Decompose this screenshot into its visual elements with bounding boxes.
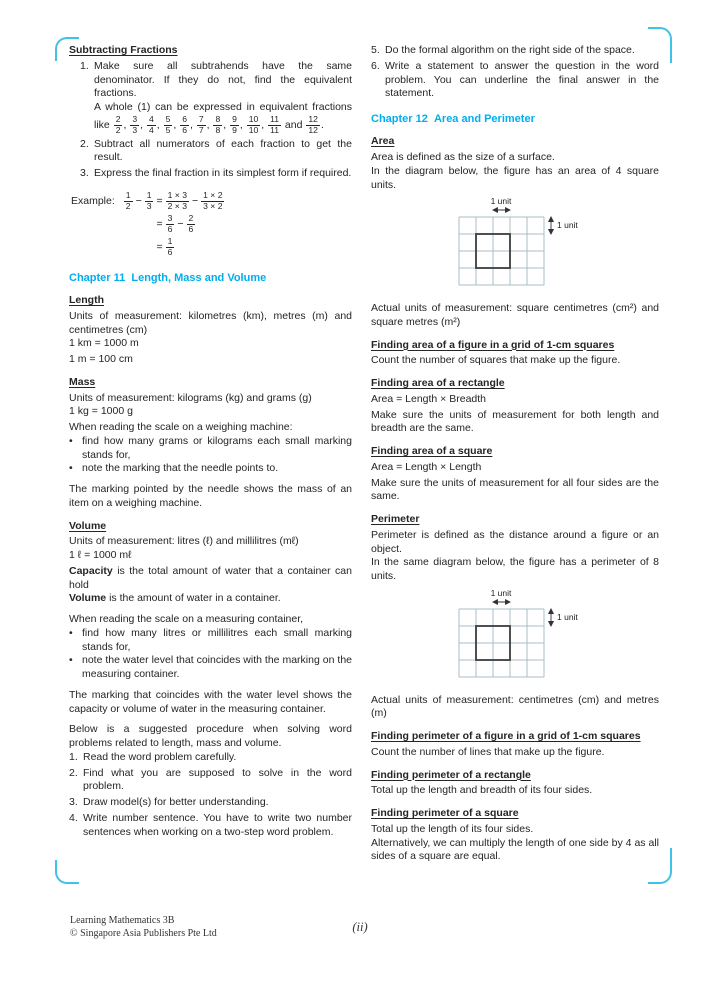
finding-perimeter-rectangle-body: Total up the length and breadth of its four sides. bbox=[371, 784, 593, 797]
list-item-1 bbox=[69, 60, 352, 136]
page-number: (ii) bbox=[352, 920, 368, 934]
heading-perimeter: Perimeter bbox=[371, 513, 420, 526]
heading-finding-area-rectangle: Finding area of a rectangle bbox=[371, 377, 505, 390]
fraction: $\frac{1}{2}$ bbox=[125, 190, 131, 212]
grid-figure bbox=[435, 195, 595, 291]
procedure-intro: Below is a suggested procedure when solving word problems related to length, mass and volume. bbox=[69, 723, 352, 750]
heading-finding-perimeter-square: Finding perimeter of a square bbox=[371, 807, 519, 820]
fraction: $\frac{1 \times 3}{2 \times 3}$ bbox=[167, 190, 187, 212]
corner-decoration-bottom-left bbox=[55, 860, 79, 884]
bullet-glyph: • bbox=[69, 626, 73, 639]
perimeter-grid-diagram bbox=[371, 587, 659, 688]
unit-label-right: 1 unit bbox=[557, 220, 578, 231]
fraction: $\frac{5}{5}$ bbox=[165, 113, 171, 135]
equals-sign: = bbox=[156, 194, 163, 207]
fraction: $\frac{1 \times 2}{3 \times 2}$ bbox=[203, 190, 223, 212]
volume-definition: Volume is the amount of water in a container. bbox=[69, 592, 281, 605]
example-line-3 bbox=[154, 237, 225, 259]
procedure-item-3: 3. Draw model(s) for better understanding. bbox=[69, 796, 269, 809]
list-item-text: Make sure all subtrahends have the same denominator. If they do not, find the equivalent fractions. bbox=[94, 59, 352, 100]
fraction: $\frac{2}{6}$ bbox=[188, 213, 194, 235]
minus-sign: − bbox=[191, 194, 199, 207]
perimeter-actual-units: Actual units of measurement: centimetres (cm) and metres (m) bbox=[371, 693, 659, 720]
equals-sign: = bbox=[156, 217, 163, 230]
fraction: $\frac{11}{11}$ bbox=[270, 113, 280, 135]
length-conversion-1: 1 km = 1000 m bbox=[69, 337, 139, 350]
finding-perimeter-square-body2: Alternatively, we can multiply the length of one side by 4 as all sides of a square are equal. bbox=[371, 836, 659, 863]
fraction: $\frac{4}{4}$ bbox=[148, 113, 154, 135]
bullet-item: • note the marking that the needle points to. bbox=[69, 462, 279, 475]
measuring-intro: When reading the scale on a measuring container, bbox=[69, 613, 304, 626]
perimeter-diagram-intro: In the same diagram below, the figure has a perimeter of 8 units. bbox=[371, 556, 659, 583]
area-definition: Area is defined as the size of a surface. bbox=[371, 151, 555, 164]
procedure-item-5: 5. Do the formal algorithm on the right side of the space. bbox=[371, 44, 635, 56]
volume-units: Units of measurement: litres (ℓ) and millilitres (mℓ) bbox=[69, 535, 299, 548]
fraction: $\frac{8}{8}$ bbox=[215, 113, 221, 135]
heading-finding-area-grid: Finding area of a figure in a grid of 1-cm squares bbox=[371, 338, 615, 351]
fraction: $\frac{10}{10}$ bbox=[248, 113, 259, 135]
heading-finding-area-square: Finding area of a square bbox=[371, 445, 493, 458]
bullet-glyph: • bbox=[69, 434, 73, 447]
bullet-item: • find how many litres or millilitres each small marking stands for, bbox=[69, 626, 352, 653]
bullet-glyph: • bbox=[69, 654, 73, 667]
area-diagram-intro: In the diagram below, the figure has an area of 4 square units. bbox=[371, 164, 659, 191]
unit-label-top: 1 unit bbox=[490, 196, 512, 207]
heading-mass: Mass bbox=[69, 375, 96, 388]
right-column bbox=[371, 44, 659, 864]
fraction: $\frac{7}{7}$ bbox=[198, 113, 204, 135]
heading-volume: Volume bbox=[69, 519, 107, 532]
grid-figure bbox=[435, 587, 595, 683]
example-line-1 bbox=[154, 191, 225, 213]
fraction: $\frac{3}{6}$ bbox=[167, 213, 173, 235]
list-number: 3. bbox=[80, 167, 89, 179]
area-square-formula: Area = Length × Length bbox=[371, 460, 482, 473]
list-item-text: Subtract all numerators of each fraction to get the result. bbox=[94, 137, 352, 164]
perimeter-definition: Perimeter is defined as the distance around a figure or an object. bbox=[371, 528, 659, 555]
procedure-item-1: 1. Read the word problem carefully. bbox=[69, 750, 237, 763]
bullet-item: • find how many grams or kilograms each small marking stands for, bbox=[69, 434, 352, 461]
capacity-definition: Capacity is the total amount of water that a container can hold bbox=[69, 564, 352, 591]
mass-conversion: 1 kg = 1000 g bbox=[69, 405, 133, 418]
heading-length: Length bbox=[69, 294, 104, 307]
finding-area-square-body: Make sure the units of measurement for all four sides are the same. bbox=[371, 476, 659, 503]
list-item-3 bbox=[69, 167, 352, 181]
length-conversion-2: 1 m = 100 cm bbox=[69, 353, 133, 366]
fraction: $\frac{1}{6}$ bbox=[167, 236, 173, 258]
volume-conversion: 1 ℓ = 1000 mℓ bbox=[69, 549, 132, 562]
fraction: $\frac{1}{3}$ bbox=[146, 190, 152, 212]
chapter-12-heading: Chapter 12 Area and Perimeter bbox=[371, 113, 535, 125]
unit-label-top: 1 unit bbox=[490, 587, 512, 598]
unit-label-right: 1 unit bbox=[557, 611, 578, 622]
weighing-outro: The marking pointed by the needle shows the mass of an item on a weighing machine. bbox=[69, 483, 352, 509]
list-number: 1. bbox=[80, 59, 89, 72]
list-item-text: Express the final fraction in its simplest form if required. bbox=[94, 167, 352, 179]
area-actual-units: Actual units of measurement: square centimetres (cm²) and square metres (m²) bbox=[371, 302, 659, 328]
footer-book-title: Learning Mathematics 3B bbox=[70, 915, 175, 926]
list-number: 2. bbox=[80, 137, 89, 150]
measuring-outro: The marking that coincides with the water level shows the capacity or volume of water in the measuring container. bbox=[69, 688, 352, 715]
example-line-2 bbox=[154, 214, 225, 236]
minus-sign: − bbox=[177, 217, 184, 230]
finding-area-grid-body: Count the number of squares that make up the figure. bbox=[371, 354, 621, 367]
procedure-item-6: 6. Write a statement to answer the question in the word problem. You can underline the final answer in the statement. bbox=[371, 59, 659, 100]
fraction: $\frac{2}{2}$ bbox=[115, 113, 121, 135]
weighing-intro: When reading the scale on a weighing machine: bbox=[69, 421, 293, 434]
example-label: Example: bbox=[71, 194, 115, 207]
subtraction-example bbox=[71, 191, 352, 260]
mass-units: Units of measurement: kilograms (kg) and grams (g) bbox=[69, 391, 312, 404]
length-units: Units of measurement: kilometres (km), metres (m) and centimetres (cm) bbox=[69, 309, 352, 336]
area-rectangle-formula: Area = Length × Breadth bbox=[371, 392, 487, 405]
chapter-11-heading: Chapter 11 Length, Mass and Volume bbox=[69, 271, 267, 284]
area-grid-diagram bbox=[371, 195, 659, 296]
fraction: $\frac{3}{3}$ bbox=[132, 113, 138, 135]
finding-perimeter-grid-body: Count the number of lines that make up the figure. bbox=[371, 745, 605, 758]
finding-perimeter-square-body1: Total up the length of its four sides. bbox=[371, 822, 534, 835]
procedure-item-4: 4. Write number sentence. You have to write two number sentences when working on a two-step word problem. bbox=[69, 811, 352, 838]
fraction: $\frac{6}{6}$ bbox=[182, 113, 187, 135]
fraction: $\frac{9}{9}$ bbox=[232, 113, 237, 135]
heading-area: Area bbox=[371, 135, 395, 148]
fraction: $\frac{12}{12}$ bbox=[308, 113, 318, 135]
list-item-2 bbox=[69, 138, 352, 166]
heading-finding-perimeter-rectangle: Finding perimeter of a rectangle bbox=[371, 768, 531, 781]
bullet-item: • note the water level that coincides with the marking on the measuring container. bbox=[69, 654, 352, 681]
heading-finding-perimeter-grid: Finding perimeter of a figure in a grid of 1-cm squares bbox=[371, 730, 641, 743]
procedure-item-2: 2. Find what you are supposed to solve in the word problem. bbox=[69, 766, 352, 793]
equivalent-fractions-text: A whole (1) can be expressed in equivalent fractions like $\frac{2}{2}$ , $\frac{3}{3}$ , $\frac{4}{4}$ , $\frac{5}{5}$ , $\frac{6}{6}$ , $\frac{7}{7}$ , $\frac{8}{8}$ , $\frac{9}{9}$ , $\frac{10}{10}$ , $\frac{11}{11}$ and $\frac{12}{12}$ . bbox=[94, 101, 352, 135]
equals-sign: = bbox=[156, 240, 163, 253]
heading-subtracting-fractions: Subtracting Fractions bbox=[69, 44, 178, 56]
bullet-glyph: • bbox=[69, 462, 73, 475]
minus-sign: − bbox=[135, 194, 142, 207]
left-column bbox=[69, 44, 352, 841]
footer-copyright: © Singapore Asia Publishers Pte Ltd bbox=[70, 927, 217, 939]
finding-area-rectangle-body: Make sure the units of measurement for both length and breadth are the same. bbox=[371, 408, 659, 435]
